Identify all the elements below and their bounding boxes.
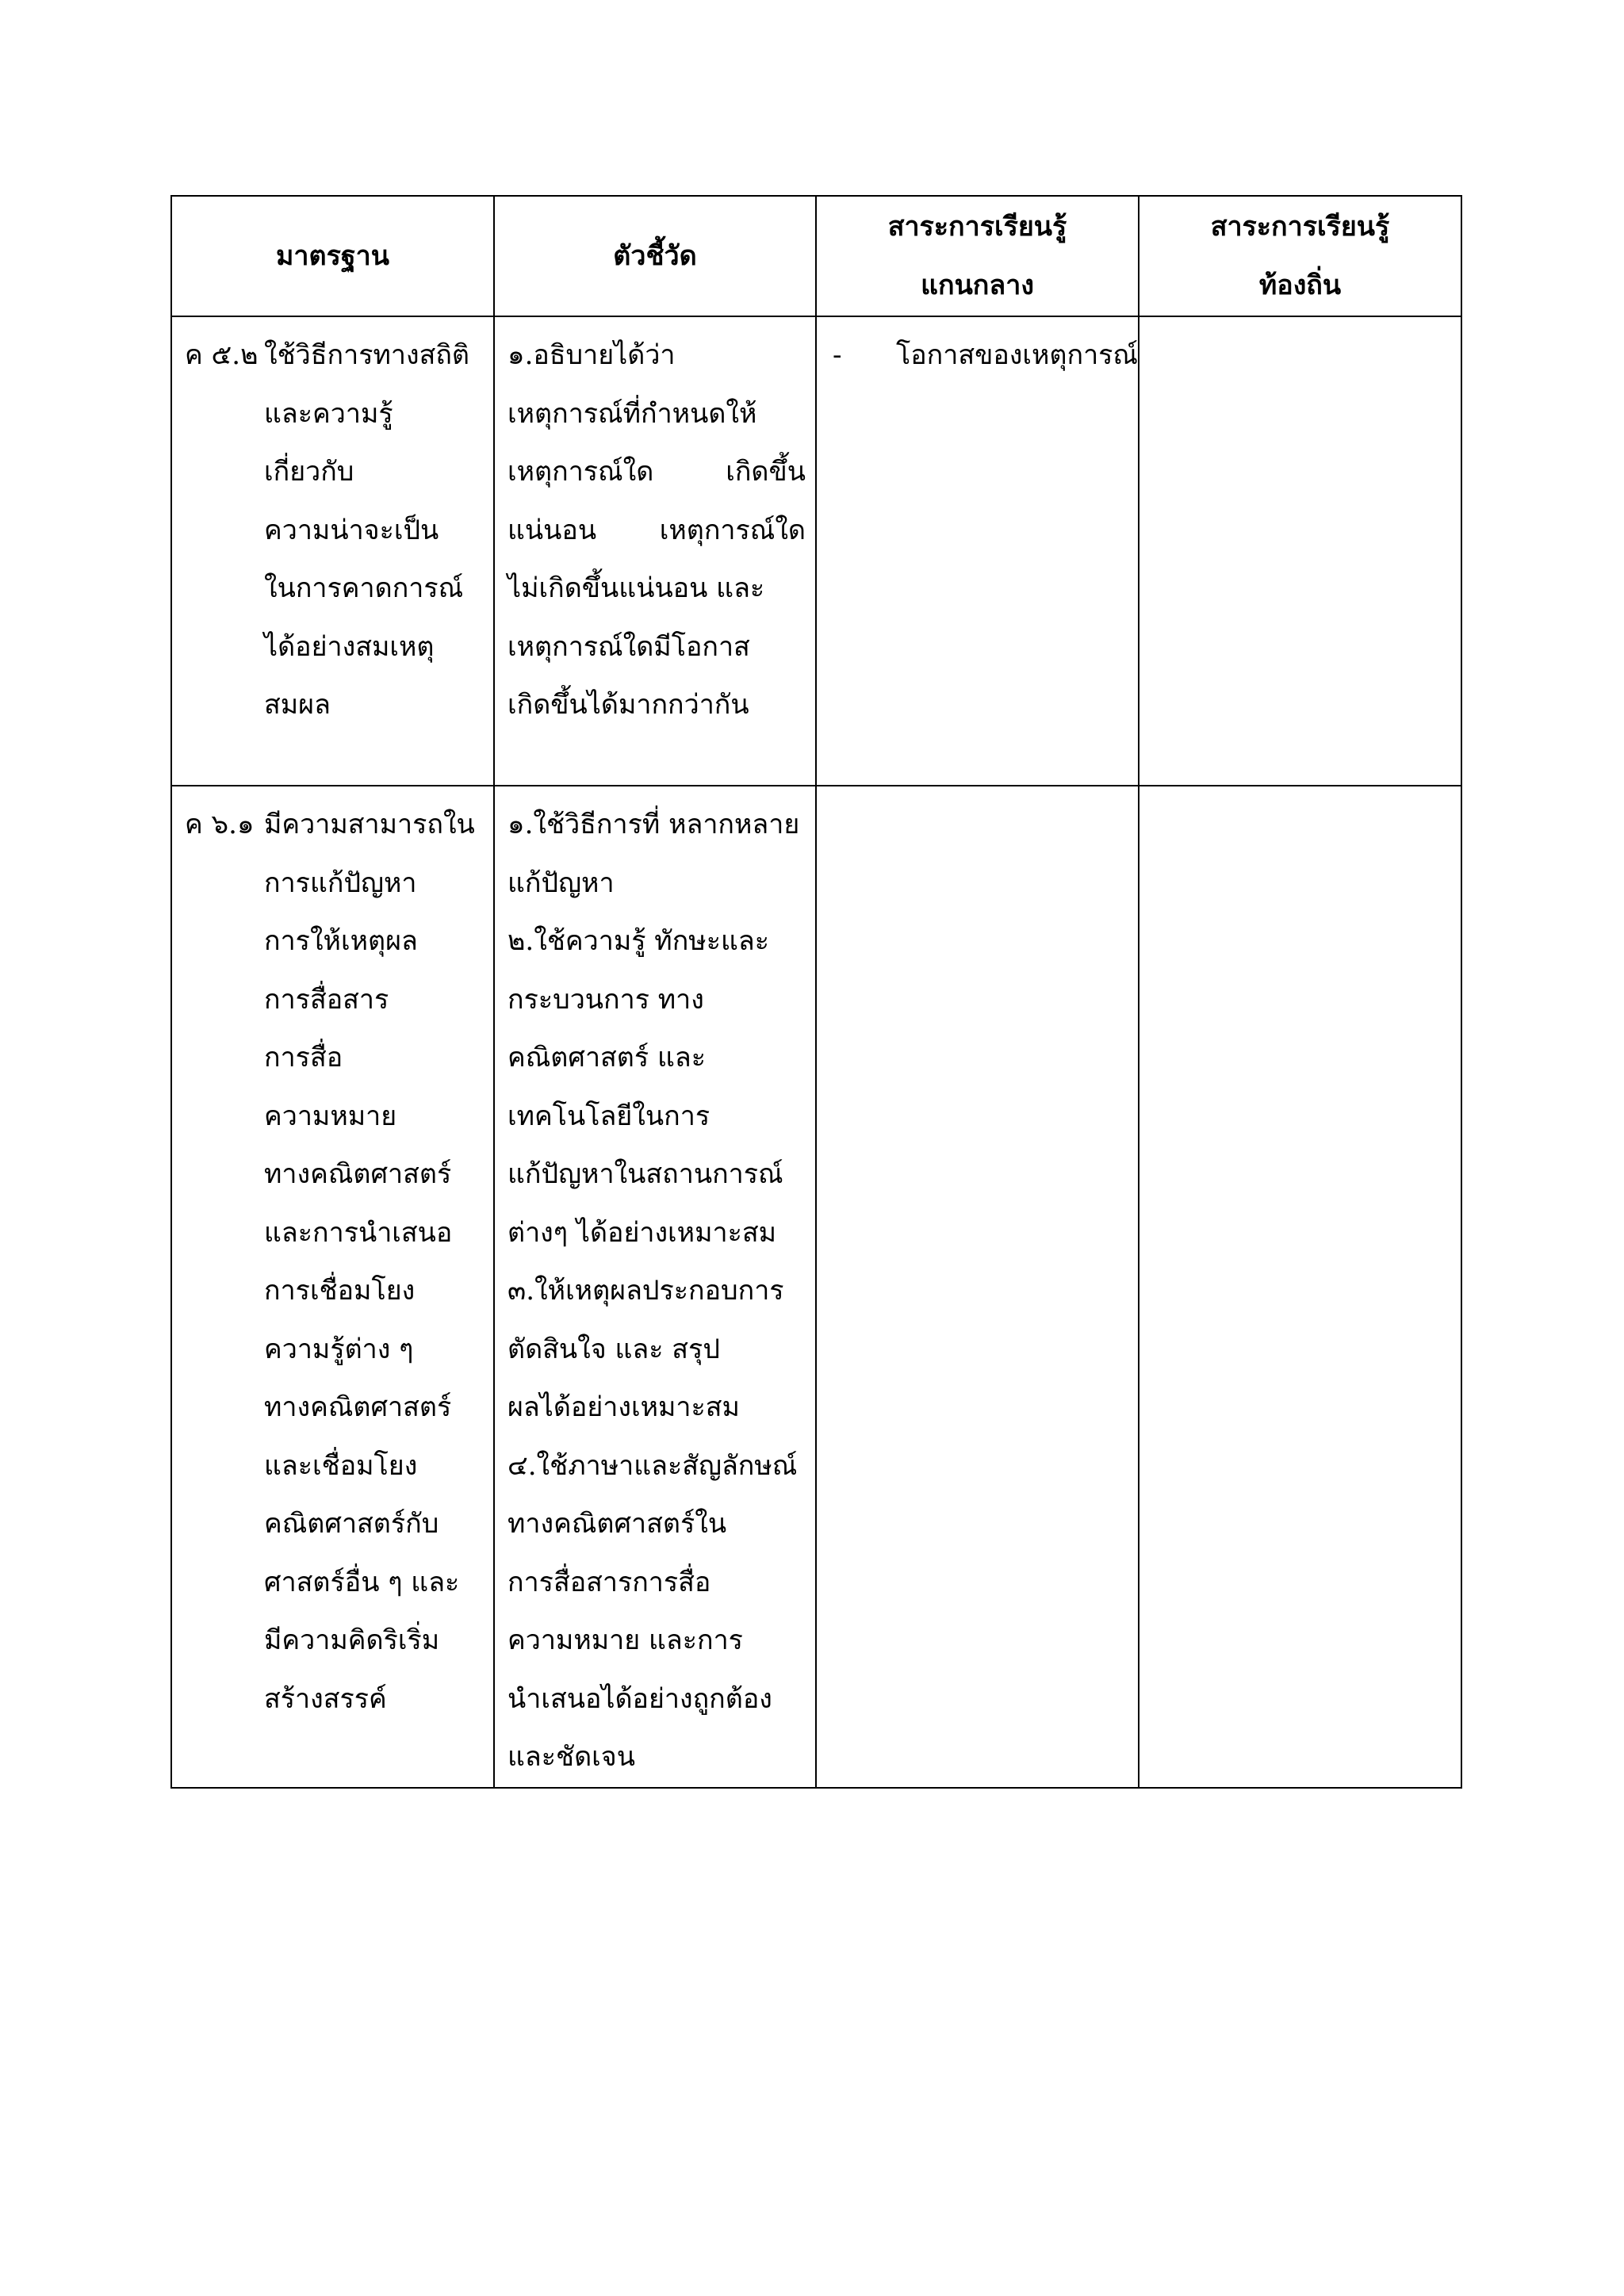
standard-line: และการนำเสนอ xyxy=(264,1216,453,1249)
standard-line: ความรู้ต่าง ๆ xyxy=(264,1333,414,1365)
indicator-line: ๒.ใช้ความรู้ ทักษะและ xyxy=(508,925,769,957)
indicator-word: เหตุการณ์ใด xyxy=(659,514,806,546)
curriculum-table xyxy=(170,195,1462,1789)
standard-line: ในการคาดการณ์ xyxy=(264,572,464,604)
header-local-line2: ท้องถิ่น xyxy=(1258,270,1342,301)
indicator-line: คณิตศาสตร์ และ xyxy=(508,1042,706,1073)
indicator-line: ๔.ใช้ภาษาและสัญลักษณ์ xyxy=(508,1449,798,1482)
standard-code: ค ๕.๒ xyxy=(185,339,259,371)
header-standard xyxy=(171,196,494,316)
indicator-line: ไม่เกิดขึ้นแน่นอน และ xyxy=(508,572,765,604)
header-core-line1: สาระการเรียนรู้ xyxy=(887,211,1067,243)
header-indicator-label: ตัวชี้วัด xyxy=(613,240,697,272)
indicator-line: เหตุการณ์ใดมีโอกาส xyxy=(508,630,750,663)
indicator-line xyxy=(508,443,807,502)
standard-line: การสื่อสาร xyxy=(264,983,389,1016)
standard-code: ค ๖.๑ xyxy=(185,809,255,840)
header-core-line2: แกนกลาง xyxy=(921,270,1034,301)
standard-line: ความน่าจะเป็น xyxy=(264,514,439,546)
standard-first-line xyxy=(185,327,485,385)
indicator-line: นำเสนอได้อย่างถูกต้อง xyxy=(508,1682,772,1715)
standard-line: ความหมาย xyxy=(264,1100,397,1132)
standard-line: และเชื่อมโยง xyxy=(264,1449,418,1482)
indicator-line: และชัดเจน xyxy=(508,1741,635,1773)
header-standard-label: มาตรฐาน xyxy=(276,240,389,272)
header-core-content xyxy=(816,196,1139,316)
standard-line: สมผล xyxy=(264,689,331,721)
standard-line: ได้อย่างสมเหตุ xyxy=(264,630,435,663)
indicator-line: เหตุการณ์ที่กำหนดให้ xyxy=(508,397,757,430)
standard-line: การให้เหตุผล xyxy=(264,925,418,957)
indicator-word: แน่นอน xyxy=(508,514,597,546)
indicator-line: การสื่อสารการสื่อ xyxy=(508,1566,711,1598)
indicator-line xyxy=(508,502,807,561)
standard-text: มีความสามารถใน xyxy=(264,809,475,840)
core-content-text: โอกาสของเหตุการณ์ xyxy=(896,339,1138,371)
indicator-line: เกิดขึ้นได้มากกว่ากัน xyxy=(508,689,749,721)
standard-line: ศาสตร์อื่น ๆ และ xyxy=(264,1566,460,1598)
standard-line: การเชื่อมโยง xyxy=(264,1275,416,1307)
local-content-cell xyxy=(1139,316,1461,786)
core-content-cell xyxy=(816,786,1139,1788)
table-row xyxy=(171,316,1461,786)
indicator-word: เหตุการณ์ใด xyxy=(508,456,654,488)
standard-line: คณิตศาสตร์กับ xyxy=(264,1508,439,1540)
header-local-content xyxy=(1139,196,1461,316)
standard-line: การแก้ปัญหา xyxy=(264,867,417,899)
indicator-line: ๓.ให้เหตุผลประกอบการ xyxy=(508,1275,784,1307)
standard-first-line xyxy=(185,796,485,855)
indicator-cell xyxy=(494,316,816,786)
standard-line: และความรู้ xyxy=(264,397,393,430)
standard-line: การสื่อ xyxy=(264,1042,343,1073)
indicator-line: ต่างๆ ได้อย่างเหมาะสม xyxy=(508,1216,777,1249)
standard-text: ใช้วิธีการทางสถิติ xyxy=(264,339,469,371)
bullet-dash: - xyxy=(833,339,842,371)
standard-line: มีความคิดริเริ่ม xyxy=(264,1624,440,1656)
standard-line: ทางคณิตศาสตร์ xyxy=(264,1391,452,1423)
indicator-line: เทคโนโลยีในการ xyxy=(508,1100,710,1132)
header-local-line1: สาระการเรียนรู้ xyxy=(1210,211,1390,243)
standard-cell xyxy=(171,786,494,1788)
indicator-line: ๑.ใช้วิธีการที่ หลากหลาย xyxy=(508,809,800,840)
core-content-cell xyxy=(816,316,1139,786)
standard-line: เกี่ยวกับ xyxy=(264,456,354,488)
indicator-word: เกิดขึ้น xyxy=(726,456,806,488)
local-content-cell xyxy=(1139,786,1461,1788)
indicator-line: ทางคณิตศาสตร์ใน xyxy=(508,1508,727,1540)
indicator-cell xyxy=(494,786,816,1788)
header-indicator xyxy=(494,196,816,316)
standard-line: ทางคณิตศาสตร์ xyxy=(264,1158,452,1190)
indicator-line: ๑.อธิบายได้ว่า xyxy=(508,339,676,371)
standard-line: สร้างสรรค์ xyxy=(264,1682,387,1715)
indicator-line: แก้ปัญหาในสถานการณ์ xyxy=(508,1158,783,1190)
indicator-line: ตัดสินใจ และ สรุป xyxy=(508,1333,720,1365)
table-row xyxy=(171,786,1461,1788)
table-header-row xyxy=(171,196,1461,316)
indicator-line: แก้ปัญหา xyxy=(508,867,615,899)
indicator-line: ผลได้อย่างเหมาะสม xyxy=(508,1391,740,1423)
core-content-item xyxy=(829,327,1138,385)
indicator-line: กระบวนการ ทาง xyxy=(508,983,704,1016)
indicator-line: ความหมาย และการ xyxy=(508,1624,743,1656)
standard-cell xyxy=(171,316,494,786)
